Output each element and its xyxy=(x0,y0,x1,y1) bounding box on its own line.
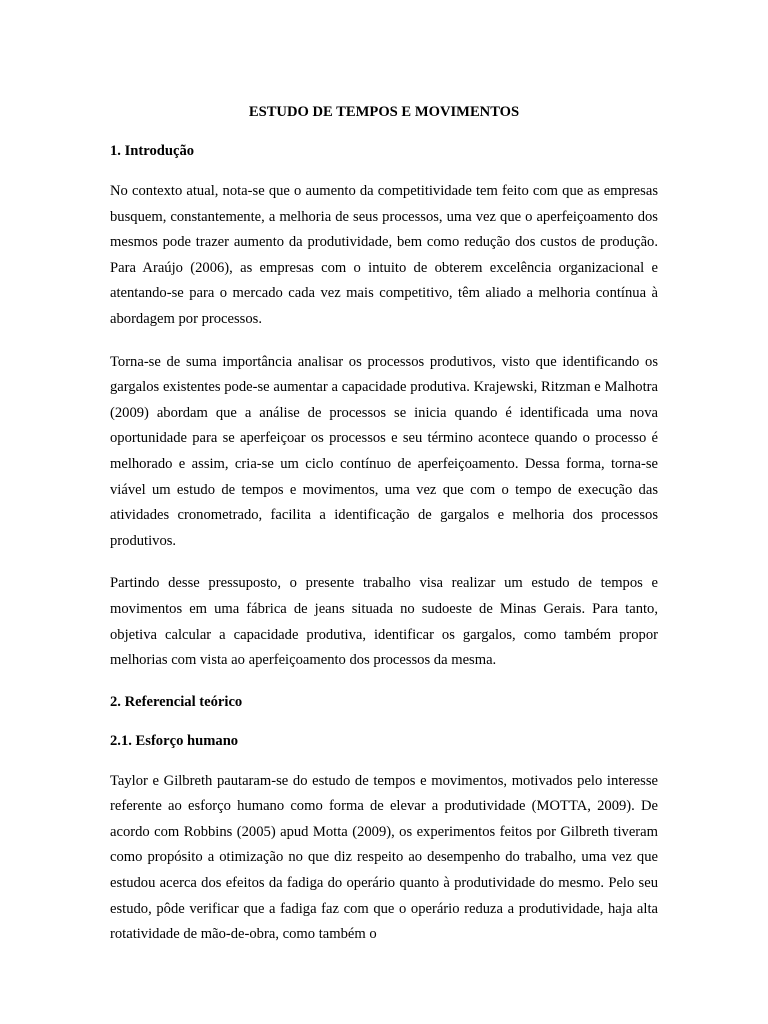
section-heading-introducao: 1. Introdução xyxy=(110,143,195,159)
paragraph: Torna-se de suma importância analisar os processos produtivos, visto que identificando os gargalos existentes pode-se aumentar a capacidade produtiva. Krajewski, Ritzman e Malhotra (2009) abordam que a análise de processos se inicia quando é identificada uma nova oportunidade para se aperfeiçoar os processos e seu término acontece quando o processo é melhorado e assim, cria-se um ciclo contínuo de aperfeiçoamento. Dessa forma, torna-se viável um estudo de tempos e movimentos, uma vez que com o tempo de execução das atividades cronometrado, facilita a identificação de gargalos e melhoria dos processos produtivos. xyxy=(110,353,658,549)
section-heading-referencial-teorico: 2. Referencial teórico xyxy=(110,693,243,710)
paragraph: Taylor e Gilbreth pautaram-se do estudo de tempos e movimentos, motivados pelo interesse referente ao esforço humano como forma de elevar a produtividade (MOTTA, 2009). De acordo com Robbins (2005) apud Motta (2009), os experimentos feitos por Gilbreth tiveram como propósito a otimização no que diz respeito ao desempenho do trabalho, uma vez que estudou acerca dos efeitos da fadiga do operário quanto à produtividade do mesmo. Pelo seu estudo, pôde verificar que a fadiga faz com que o operário reduza a produtividade, haja alta rotatividade de mão-de-obra, como também o xyxy=(110,772,658,943)
paragraph: No contexto atual, nota-se que o aumento da competitividade tem feito com que as empresas busquem, constantemente, a melhoria de seus processos, uma vez que o aperfeiçoamento dos mesmos pode trazer aumento da produtividade, bem como redução dos custos de produção. Para Araújo (2006), as empresas com o intuito de obterem excelência organizacional e atentando-se para o mercado cada vez mais competitivo, têm aliado a melhoria contínua à abordagem por processos. xyxy=(110,183,658,327)
paragraph: Partindo desse pressuposto, o presente trabalho visa realizar um estudo de tempos e movimentos em uma fábrica de jeans situada no sudoeste de Minas Gerais. Para tanto, objetiva calcular a capacidade produtiva, identificar os gargalos, como também propor melhorias com vista ao aperfeiçoamento dos processos da mesma. xyxy=(110,575,658,669)
document-title: ESTUDO DE TEMPOS E MOVIMENTOS xyxy=(248,104,520,120)
subsection-heading-esforco-humano: 2.1. Esforço humano xyxy=(110,732,239,749)
